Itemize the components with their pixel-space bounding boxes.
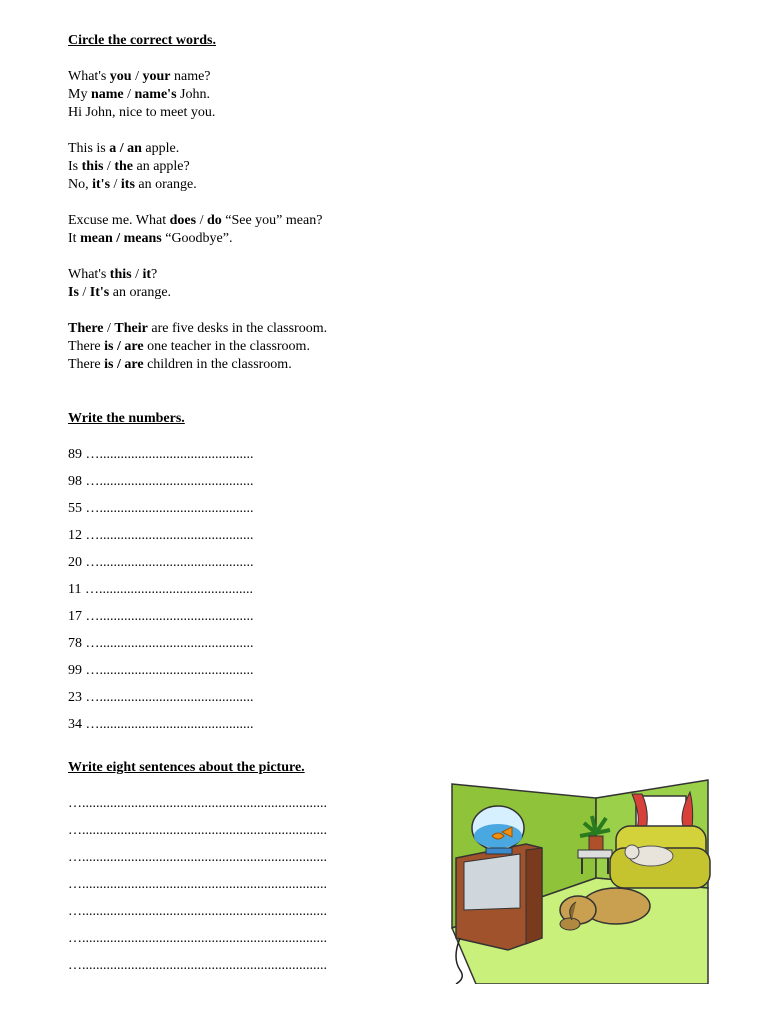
sentence-text: an orange. bbox=[109, 285, 172, 300]
number-row bbox=[68, 581, 708, 599]
sentence-text: are five desks in the classroom. bbox=[147, 321, 328, 336]
word-choice[interactable]: Is bbox=[68, 285, 79, 300]
exercise-sentence bbox=[68, 68, 708, 86]
sentence-text: / bbox=[123, 87, 135, 102]
word-choice[interactable]: its bbox=[120, 177, 135, 192]
number-value: 34 bbox=[68, 717, 86, 732]
sentence-text: It bbox=[68, 231, 81, 246]
answer-line[interactable]: …...................................................................... bbox=[68, 877, 327, 892]
sentence-text: one teacher in the classroom. bbox=[143, 339, 310, 354]
word-choice[interactable]: It's bbox=[89, 285, 110, 300]
number-value: 89 bbox=[68, 447, 86, 462]
word-choice[interactable]: it bbox=[142, 267, 152, 282]
sentence-text: What's bbox=[68, 69, 110, 84]
sentence-text: ? bbox=[151, 267, 158, 282]
sentence-text: name? bbox=[170, 69, 211, 84]
write-numbers-exercise bbox=[68, 446, 708, 734]
sentence-text: No, bbox=[68, 177, 93, 192]
sentence-text: / bbox=[196, 213, 207, 228]
answer-blank[interactable]: …............................................ bbox=[84, 582, 253, 597]
answer-line[interactable]: …...................................................................... bbox=[68, 823, 327, 838]
number-row bbox=[68, 635, 708, 653]
answer-blank[interactable]: …............................................ bbox=[85, 690, 254, 705]
word-choice[interactable]: the bbox=[114, 159, 133, 174]
answer-blank[interactable]: …............................................ bbox=[85, 717, 254, 732]
number-row bbox=[68, 473, 708, 491]
sentence-text: “See you” mean? bbox=[221, 213, 323, 228]
sentence-text: / bbox=[78, 285, 90, 300]
sentence-text: What's bbox=[68, 267, 110, 282]
word-choice[interactable]: this bbox=[109, 267, 132, 282]
exercise-sentence bbox=[68, 212, 708, 230]
number-row bbox=[68, 500, 708, 518]
word-choice[interactable]: is / are bbox=[104, 339, 144, 354]
sentence-text: / bbox=[131, 267, 143, 282]
word-choice[interactable]: it's bbox=[92, 177, 111, 192]
sentence-text: / bbox=[103, 321, 115, 336]
sentence-text: This is bbox=[68, 141, 110, 156]
sentence-text: children in the classroom. bbox=[143, 357, 292, 372]
sentence-text: “Goodbye”. bbox=[161, 231, 233, 246]
answer-line[interactable]: …...................................................................... bbox=[68, 850, 327, 865]
number-row bbox=[68, 554, 708, 572]
number-row bbox=[68, 689, 708, 707]
exercise-sentence bbox=[68, 284, 708, 302]
word-choice[interactable]: you bbox=[109, 69, 132, 84]
exercise-sentence bbox=[68, 338, 708, 356]
word-choice[interactable]: a / an bbox=[109, 141, 142, 156]
exercise-sentence bbox=[68, 86, 708, 104]
word-choice[interactable]: name's bbox=[134, 87, 177, 102]
answer-blank[interactable]: …............................................ bbox=[85, 447, 254, 462]
word-choice[interactable]: your bbox=[142, 69, 171, 84]
answer-line[interactable]: …...................................................................... bbox=[68, 931, 327, 946]
circle-words-exercise bbox=[68, 68, 708, 374]
sentence-text: apple. bbox=[141, 141, 180, 156]
answer-blank[interactable]: …............................................ bbox=[85, 609, 254, 624]
number-row bbox=[68, 716, 708, 734]
number-value: 23 bbox=[68, 690, 86, 705]
sentence-text: an apple? bbox=[132, 159, 190, 174]
exercise-sentence bbox=[68, 320, 708, 338]
sentence-text: an orange. bbox=[134, 177, 197, 192]
exercise-sentence bbox=[68, 104, 708, 122]
exercise-sentence bbox=[68, 230, 708, 248]
sentence-text: There bbox=[68, 357, 105, 372]
exercise-sentence bbox=[68, 158, 708, 176]
sentence-text: Is bbox=[68, 159, 82, 174]
answer-blank[interactable]: …............................................ bbox=[85, 555, 254, 570]
number-row bbox=[68, 527, 708, 545]
word-choice[interactable]: does bbox=[169, 213, 197, 228]
number-value: 17 bbox=[68, 609, 86, 624]
section3-heading: Write eight sentences about the picture. bbox=[68, 760, 305, 775]
section2-heading: Write the numbers. bbox=[68, 411, 185, 426]
exercise-sentence bbox=[68, 356, 708, 374]
sentence-text: There bbox=[68, 339, 105, 354]
answer-line[interactable]: …...................................................................... bbox=[68, 958, 327, 973]
number-value: 12 bbox=[68, 528, 86, 543]
sentence-text: / bbox=[103, 159, 115, 174]
exercise-sentence bbox=[68, 140, 708, 158]
number-value: 99 bbox=[68, 663, 86, 678]
answer-blank[interactable]: …............................................ bbox=[85, 636, 254, 651]
number-value: 11 bbox=[68, 582, 85, 597]
word-choice[interactable]: do bbox=[206, 213, 222, 228]
sentence-text: Excuse me. What bbox=[68, 213, 170, 228]
answer-blank[interactable]: …............................................ bbox=[85, 501, 254, 516]
answer-line[interactable]: …...................................................................... bbox=[68, 904, 327, 919]
word-choice[interactable]: this bbox=[81, 159, 104, 174]
exercise-sentence bbox=[68, 266, 708, 284]
sentence-text: / bbox=[110, 177, 121, 192]
sentence-text: John. bbox=[176, 87, 210, 102]
number-row bbox=[68, 608, 708, 626]
answer-blank[interactable]: …............................................ bbox=[85, 528, 254, 543]
answer-blank[interactable]: …............................................ bbox=[85, 663, 254, 678]
word-choice[interactable]: There bbox=[68, 321, 104, 336]
word-choice[interactable]: is / are bbox=[104, 357, 144, 372]
sentence-text: My bbox=[68, 87, 91, 102]
number-row bbox=[68, 662, 708, 680]
section1-heading: Circle the correct words. bbox=[68, 33, 216, 48]
answer-blank[interactable]: …............................................ bbox=[85, 474, 254, 489]
living-room-illustration bbox=[446, 778, 712, 984]
sentence-text: / bbox=[131, 69, 143, 84]
number-value: 20 bbox=[68, 555, 86, 570]
word-choice[interactable]: name bbox=[90, 87, 124, 102]
answer-line[interactable]: …...................................................................... bbox=[68, 796, 327, 811]
exercise-sentence bbox=[68, 176, 708, 194]
number-value: 78 bbox=[68, 636, 86, 651]
number-value: 98 bbox=[68, 474, 86, 489]
word-choice[interactable]: mean / means bbox=[80, 231, 162, 246]
word-choice[interactable]: Their bbox=[114, 321, 148, 336]
number-value: 55 bbox=[68, 501, 86, 516]
number-row bbox=[68, 446, 708, 464]
sentence-text: Hi John, nice to meet you. bbox=[68, 105, 216, 120]
